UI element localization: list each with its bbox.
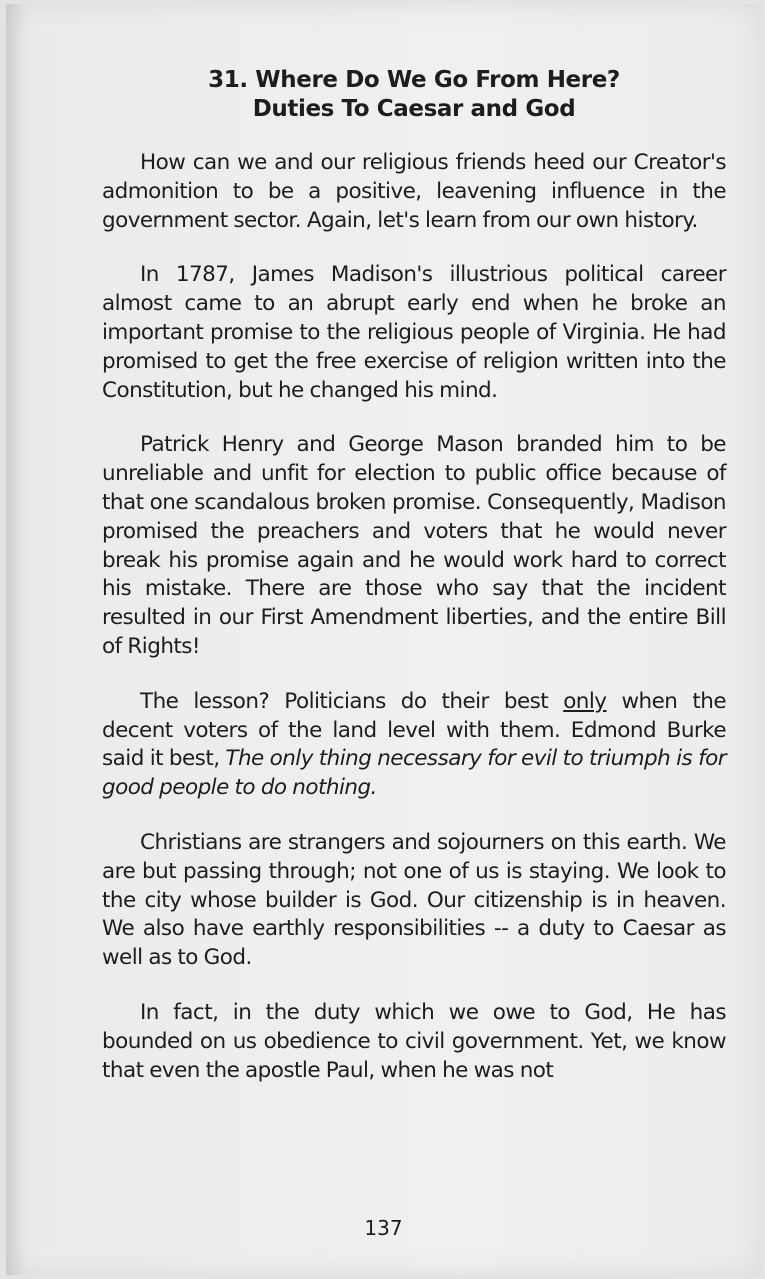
paragraph-1: How can we and our religious friends heed our Creator's admonition to be a positive, leavening influence in the government sector. Again, let's learn from our own history. <box>102 150 726 233</box>
paragraph-5: Christians are strangers and sojourners on this earth. We are but passing through; not one of us is staying. We look to the city whose builder is God. Our citizenship is in heaven. We also have earthly responsibilities -- a duty to Caesar as well as to God. <box>102 829 726 971</box>
page-number: 137 <box>364 1216 403 1240</box>
page-content <box>102 66 726 1111</box>
paragraph-6: In fact, in the duty which we owe to God, He has bounded on us obedience to civil government. Yet, we know that even the apostle Paul, when he was not <box>102 999 726 1083</box>
burke-quote: The only thing necessary for evil to triumph is for good people to do nothing. <box>102 746 726 801</box>
chapter-title-line-1: 31. Where Do We Go From Here? <box>208 67 620 93</box>
book-page <box>6 4 761 1275</box>
underlined-word: only <box>563 688 607 714</box>
paragraph-2: In 1787, James Madison's illustrious political career almost came to an abrupt early end when he broke an important promise to the religious people of Virginia. He had promised to get the free exercise of religion written into the Constitution, but he changed his mind. <box>102 262 726 403</box>
paragraph-3: Patrick Henry and George Mason branded him to be unreliable and unfit for election to public office because of that one scandalous broken promise. Consequently, Madison promised the preachers and voters that he would never break his promise again and he would work hard to correct his mistake. There are those who say that the incident resulted in our First Amendment liberties, and the entire Bill of Rights! <box>102 432 726 659</box>
paragraph-4 <box>102 688 726 803</box>
paragraph-4-middle: when the decent voters of the land level with them. Edmond Burke said it best, <box>102 688 726 772</box>
chapter-title-line-2: Duties To Caesar and God <box>252 96 576 122</box>
paragraph-4-before: The lesson? Politicians do their best <box>140 688 564 714</box>
chapter-title <box>102 66 726 124</box>
